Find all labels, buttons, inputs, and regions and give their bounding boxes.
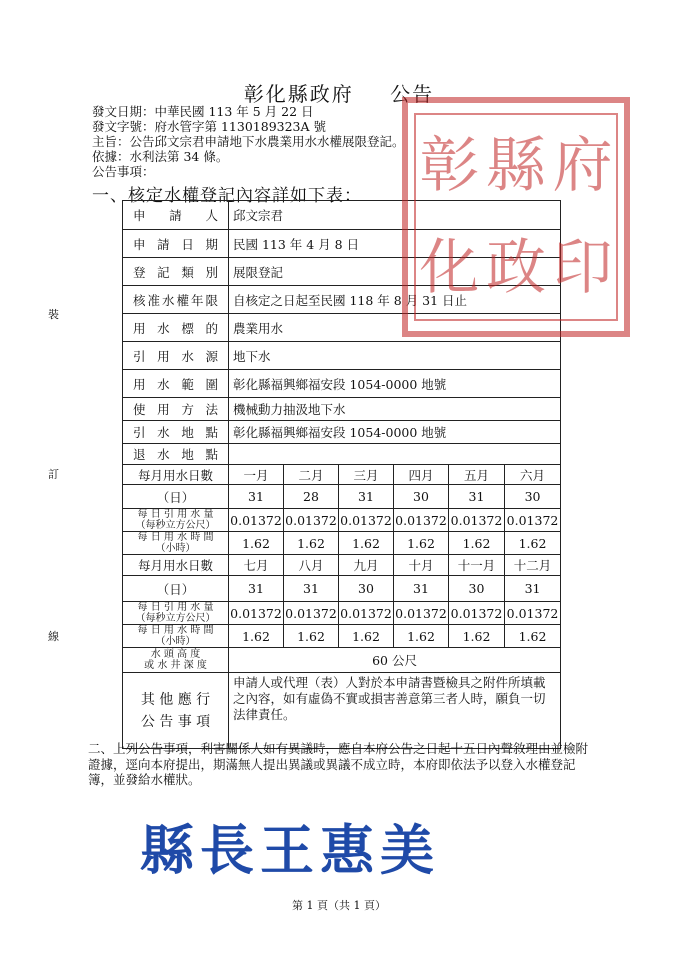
row-value: 地下水 bbox=[229, 342, 561, 370]
hours-cell: 1.62 bbox=[339, 532, 394, 555]
hours-cell: 1.62 bbox=[394, 625, 449, 648]
months-row bbox=[123, 555, 561, 576]
days-row bbox=[123, 576, 561, 602]
month-header: 一月 bbox=[229, 465, 284, 485]
days-cell: 30 bbox=[339, 576, 394, 602]
document-type: 公告 bbox=[390, 82, 435, 106]
hours-label-line1: 每 日 用 水 時 間 bbox=[137, 532, 214, 543]
flow-label-line1: 每 日 引 用 水 量 bbox=[137, 602, 214, 613]
binding-mark: 訂 bbox=[48, 468, 59, 481]
document-number: 發文字號：府水管字第 1130189323A 號 bbox=[92, 119, 327, 134]
well-depth-row bbox=[123, 648, 561, 673]
row-value: 展限登記 bbox=[229, 258, 561, 286]
days-cell: 30 bbox=[394, 485, 449, 509]
days-cell: 30 bbox=[505, 485, 561, 509]
flow-cell: 0.01372 bbox=[339, 602, 394, 625]
flow-cell: 0.01372 bbox=[229, 602, 284, 625]
row-label: 核准水權年限 bbox=[123, 286, 229, 314]
days-unit: （日） bbox=[123, 576, 229, 602]
row-label: 用 水 範 圍 bbox=[123, 370, 229, 398]
hours-cell: 1.62 bbox=[449, 625, 505, 648]
binding-mark: 裝 bbox=[48, 308, 59, 321]
month-header: 九月 bbox=[339, 555, 394, 576]
row-value: 彰化縣福興鄉福安段 1054-0000 地號 bbox=[229, 421, 561, 444]
hours-cell: 1.62 bbox=[229, 532, 284, 555]
table-row bbox=[123, 342, 561, 370]
flow-cell: 0.01372 bbox=[284, 602, 339, 625]
flow-cell: 0.01372 bbox=[394, 602, 449, 625]
month-header: 五月 bbox=[449, 465, 505, 485]
row-value: 自核定之日起至民國 118 年 8 月 31 日止 bbox=[229, 286, 561, 314]
hours-cell: 1.62 bbox=[284, 532, 339, 555]
seal-char: 府 bbox=[552, 131, 613, 201]
hours-label-line1: 每 日 用 水 時 間 bbox=[137, 625, 214, 636]
days-cell: 31 bbox=[229, 485, 284, 509]
days-label: 每月用水日數 bbox=[123, 555, 229, 576]
row-label: 退 水 地 點 bbox=[123, 444, 229, 465]
hours-cell: 1.62 bbox=[284, 625, 339, 648]
issuing-org: 彰化縣政府 bbox=[243, 82, 354, 106]
binding-mark: 線 bbox=[48, 630, 59, 643]
notice-items-heading: 公告事項： bbox=[92, 164, 155, 179]
seal-char: 縣 bbox=[485, 131, 546, 201]
hours-cell: 1.62 bbox=[449, 532, 505, 555]
days-cell: 31 bbox=[339, 485, 394, 509]
other-notice-label bbox=[123, 673, 229, 749]
hours-label bbox=[123, 532, 229, 555]
row-label: 登 記 類 別 bbox=[123, 258, 229, 286]
flow-label bbox=[123, 509, 229, 532]
section2-text: 二、上列公告事項，利害關係人如有異議時，應自本府公告之日起十五日內聲敘理由並檢附證據，逕向本府提出，期滿無人提出異議或異議不成立時，本府即依法予以登入水權登記簿，並發給水權狀。 bbox=[88, 741, 589, 787]
flow-label-line1: 每 日 引 用 水 量 bbox=[137, 509, 214, 520]
days-cell: 28 bbox=[284, 485, 339, 509]
official-seal bbox=[402, 97, 630, 337]
hours-row bbox=[123, 532, 561, 555]
flow-label-line2: （每秒立方公尺） bbox=[135, 520, 216, 531]
month-header: 七月 bbox=[229, 555, 284, 576]
other-notice-text: 申請人或代理（表）人對於本申請書暨檢具之附件所填載之內容，如有虛偽不實或損害善意第三者人時，願負一切法律責任。 bbox=[229, 673, 561, 749]
well-depth-label bbox=[123, 648, 229, 673]
row-label: 申 請 日 期 bbox=[123, 230, 229, 258]
other-notice-label-line2: 公 告 事 項 bbox=[140, 713, 211, 730]
hours-cell: 1.62 bbox=[505, 532, 561, 555]
table-row bbox=[123, 421, 561, 444]
row-label: 引 水 地 點 bbox=[123, 421, 229, 444]
well-depth-value: 60 公尺 bbox=[229, 648, 561, 673]
flow-cell: 0.01372 bbox=[339, 509, 394, 532]
month-header: 十一月 bbox=[449, 555, 505, 576]
row-label: 申 請 人 bbox=[123, 201, 229, 230]
flow-row bbox=[123, 509, 561, 532]
seal-char: 印 bbox=[552, 233, 613, 303]
seal-char: 化 bbox=[419, 233, 480, 303]
issue-date: 發文日期：中華民國 113 年 5 月 22 日 bbox=[92, 104, 314, 119]
flow-cell: 0.01372 bbox=[449, 509, 505, 532]
days-cell: 30 bbox=[449, 576, 505, 602]
row-label: 引 用 水 源 bbox=[123, 342, 229, 370]
row-value bbox=[229, 444, 561, 465]
flow-cell: 0.01372 bbox=[284, 509, 339, 532]
well-depth-label-line2: 或 水 井 深 度 bbox=[144, 660, 207, 671]
days-label: 每月用水日數 bbox=[123, 465, 229, 485]
hours-label-line2: （小時） bbox=[155, 543, 196, 554]
month-header: 三月 bbox=[339, 465, 394, 485]
days-row bbox=[123, 485, 561, 509]
month-header: 十二月 bbox=[505, 555, 561, 576]
days-cell: 31 bbox=[505, 576, 561, 602]
month-header: 六月 bbox=[505, 465, 561, 485]
magistrate-signature: 縣長王惠美 bbox=[140, 818, 440, 882]
other-notice-row bbox=[123, 673, 561, 749]
month-header: 四月 bbox=[394, 465, 449, 485]
subject: 主旨：公告邱文宗君申請地下水農業用水水權展限登記。 bbox=[92, 134, 405, 149]
flow-cell: 0.01372 bbox=[449, 602, 505, 625]
page-footer: 第 1 頁（共 1 頁） bbox=[292, 899, 386, 912]
row-value: 邱文宗君 bbox=[229, 201, 561, 230]
row-value: 彰化縣福興鄉福安段 1054-0000 地號 bbox=[229, 370, 561, 398]
hours-cell: 1.62 bbox=[394, 532, 449, 555]
section1-heading: 一、核定水權登記內容詳如下表： bbox=[92, 186, 362, 206]
row-label: 使 用 方 法 bbox=[123, 398, 229, 421]
months-row bbox=[123, 465, 561, 485]
row-value: 民國 113 年 4 月 8 日 bbox=[229, 230, 561, 258]
days-unit: （日） bbox=[123, 485, 229, 509]
other-notice-label-line1: 其 他 應 行 bbox=[140, 691, 211, 708]
table-row bbox=[123, 370, 561, 398]
row-label: 用 水 標 的 bbox=[123, 314, 229, 342]
flow-cell: 0.01372 bbox=[505, 602, 561, 625]
flow-label bbox=[123, 602, 229, 625]
legal-basis: 依據：水利法第 34 條。 bbox=[92, 149, 229, 164]
hours-cell: 1.62 bbox=[505, 625, 561, 648]
hours-label-line2: （小時） bbox=[155, 636, 196, 647]
month-header: 二月 bbox=[284, 465, 339, 485]
hours-cell: 1.62 bbox=[339, 625, 394, 648]
flow-cell: 0.01372 bbox=[394, 509, 449, 532]
row-value: 農業用水 bbox=[229, 314, 561, 342]
flow-cell: 0.01372 bbox=[229, 509, 284, 532]
days-cell: 31 bbox=[449, 485, 505, 509]
hours-row bbox=[123, 625, 561, 648]
seal-char: 彰 bbox=[419, 131, 480, 201]
days-cell: 31 bbox=[229, 576, 284, 602]
month-header: 十月 bbox=[394, 555, 449, 576]
hours-label bbox=[123, 625, 229, 648]
seal-characters bbox=[414, 113, 618, 321]
well-depth-label-line1: 水 頭 高 度 bbox=[150, 649, 201, 660]
hours-cell: 1.62 bbox=[229, 625, 284, 648]
table-row bbox=[123, 398, 561, 421]
days-cell: 31 bbox=[284, 576, 339, 602]
days-cell: 31 bbox=[394, 576, 449, 602]
flow-row bbox=[123, 602, 561, 625]
row-value: 機械動力抽汲地下水 bbox=[229, 398, 561, 421]
flow-label-line2: （每秒立方公尺） bbox=[135, 613, 216, 624]
month-header: 八月 bbox=[284, 555, 339, 576]
flow-cell: 0.01372 bbox=[505, 509, 561, 532]
table-row bbox=[123, 444, 561, 465]
seal-char: 政 bbox=[485, 233, 546, 303]
